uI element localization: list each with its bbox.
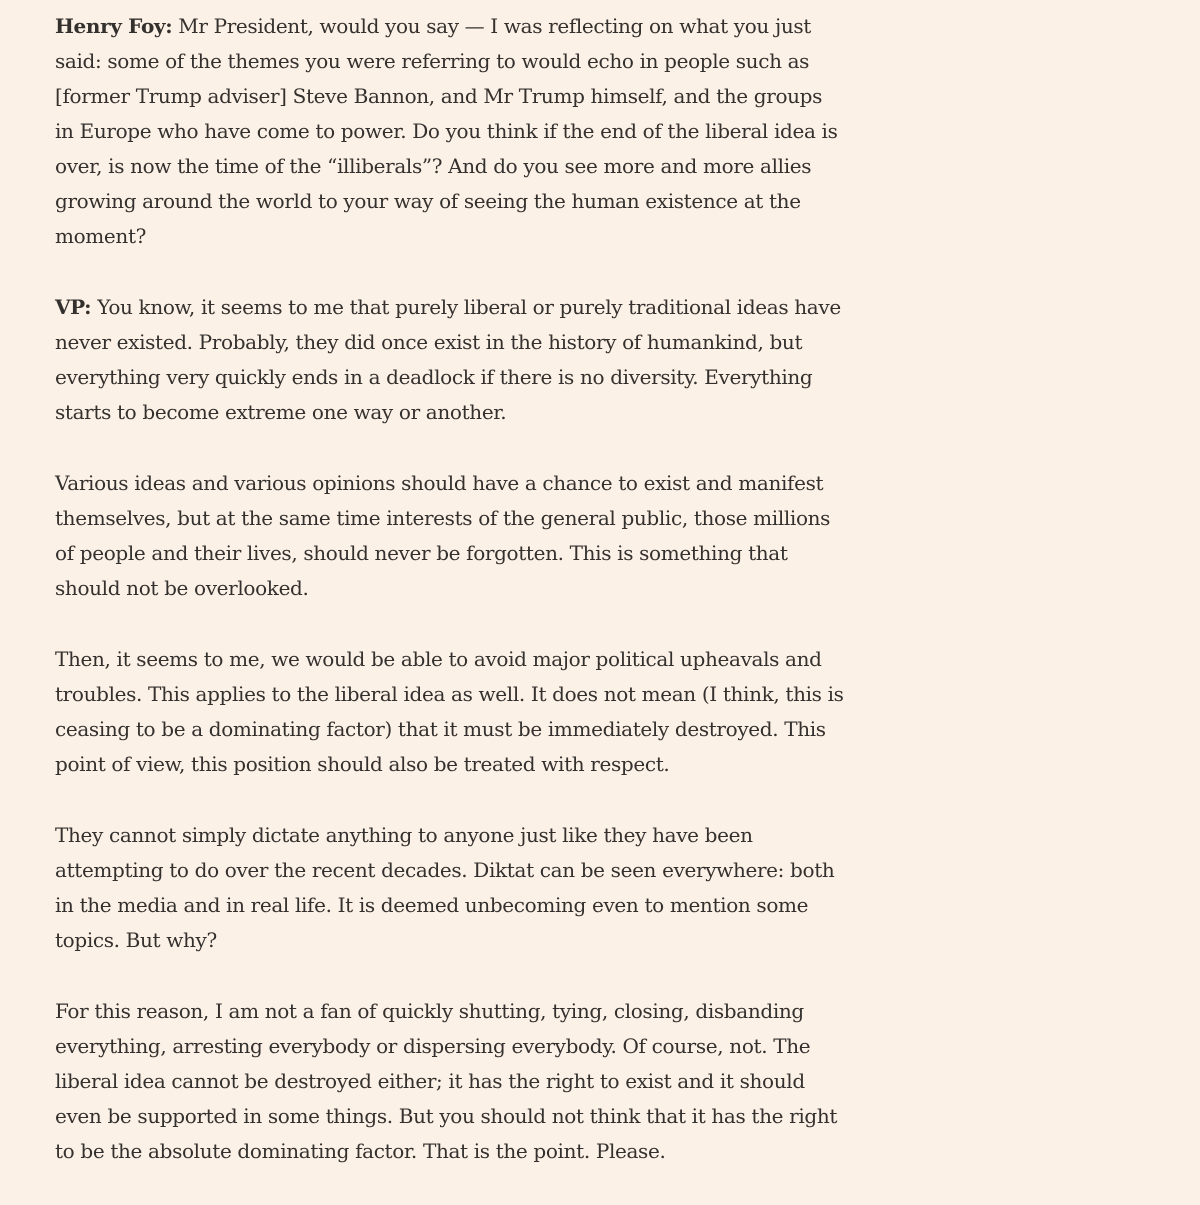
paragraph	[55, 642, 845, 782]
paragraph	[55, 994, 845, 1169]
paragraph-henry-foy-question	[55, 9, 845, 254]
paragraph	[55, 466, 845, 606]
paragraph-text: You know, it seems to me that purely liberal or purely traditional ideas have never existed. Probably, they did once exist in the history of humankind, but everything very quickly ends in a deadlock if there is no diversity. Everything starts to become extreme one way or another.	[55, 295, 841, 424]
paragraph-text: Mr President, would you say — I was reflecting on what you just said: some of the themes you were referring to would echo in people such as [former Trump adviser] Steve Bannon, and Mr Trump himself, and the groups in Europe who have come to power. Do you think if the end of the liberal idea is over, is now the time of the “illiberals”? And do you see more and more allies growing around the world to your way of seeing the human existence at the moment?	[55, 14, 838, 248]
paragraph-text: For this reason, I am not a fan of quickly shutting, tying, closing, disbanding everything, arresting everybody or dispersing everybody. Of course, not. The liberal idea cannot be destroyed either; it has the right to exist and it should even be supported in some things. But you should not think that it has the right to be the absolute dominating factor. That is the point. Please.	[55, 999, 838, 1163]
article-body	[55, 9, 845, 1205]
paragraph-vp-answer	[55, 290, 845, 430]
paragraph-text: Various ideas and various opinions should have a chance to exist and manifest themselves, but at the same time interests of the general public, those millions of people and their lives, should never be forgotten. This is something that should not be overlooked.	[55, 471, 831, 600]
speaker-label: VP:	[55, 295, 92, 319]
speaker-label: Henry Foy:	[55, 14, 173, 38]
paragraph	[55, 818, 845, 958]
paragraph-text: They cannot simply dictate anything to anyone just like they have been attempting to do over the recent decades. Diktat can be seen everywhere: both in the media and in real life. It is deemed unbecoming even to mention some topics. But why?	[55, 823, 835, 952]
paragraph-text: Then, it seems to me, we would be able to avoid major political upheavals and troubles. This applies to the liberal idea as well. It does not mean (I think, this is ceasing to be a dominating factor) that it must be immediately destroyed. This point of view, this position should also be treated with respect.	[55, 647, 844, 776]
